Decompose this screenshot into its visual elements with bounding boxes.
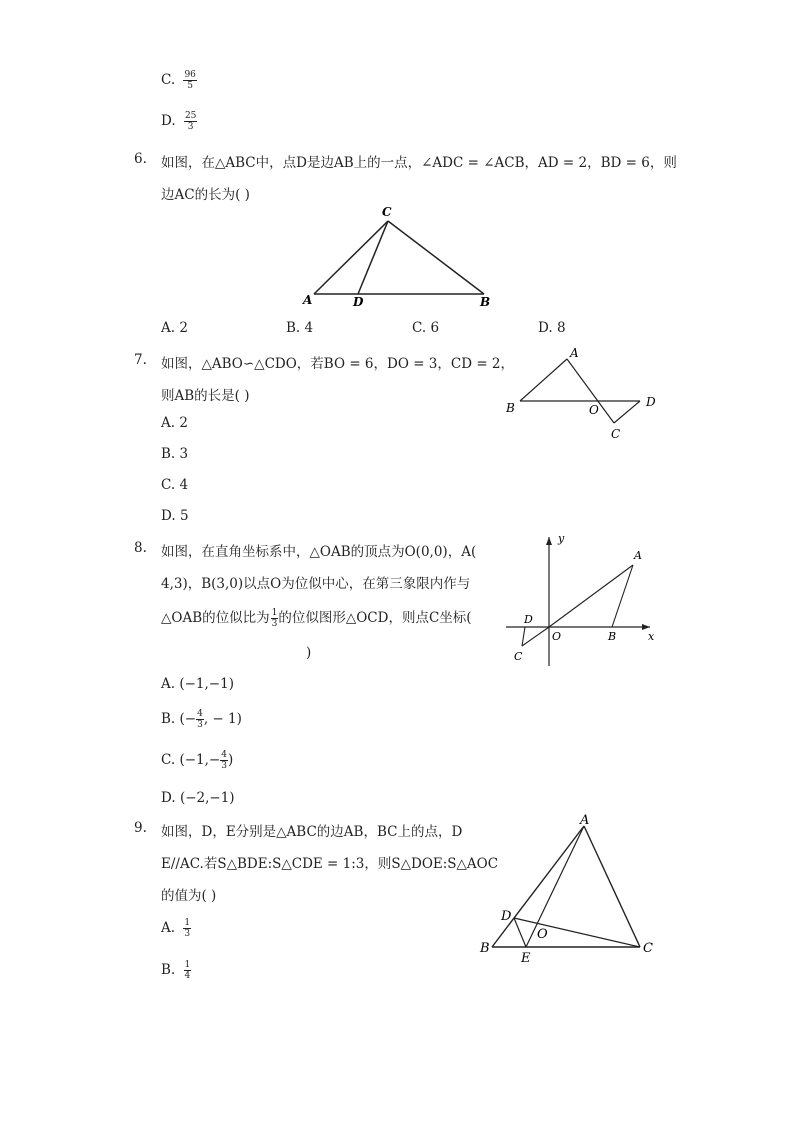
q8-coordinate-figure (498, 528, 668, 670)
q6-option-c (412, 320, 439, 336)
stem-text: △OAB的位似比为 (161, 610, 270, 626)
option-label: D. (538, 320, 553, 336)
option-text: ) (227, 752, 234, 768)
label-b: B (506, 401, 515, 415)
q8-option-c (161, 750, 233, 771)
option-label: A. (161, 676, 176, 692)
label-y: y (558, 532, 565, 545)
q8-stem-line3 (161, 606, 472, 629)
q8-stem-line1: 如图，在直角坐标系中，△OAB的顶点为O(0,0)，A( (161, 544, 477, 560)
q6-option-a (161, 320, 188, 336)
option-label: D. (161, 790, 176, 806)
fraction (184, 960, 192, 981)
q7-similar-triangles-figure (500, 343, 665, 443)
fraction-num: 96 (184, 70, 196, 80)
option-text: (−2,−1) (179, 790, 235, 806)
label-a: A (580, 813, 590, 828)
q6-triangle-figure (300, 203, 500, 311)
fraction (220, 750, 228, 771)
q9-triangle-figure (474, 808, 664, 968)
fraction (183, 70, 196, 91)
q7-option-d (161, 508, 189, 524)
label-c: C (382, 205, 392, 219)
option-label: B. (161, 446, 176, 462)
fraction-den: 3 (221, 761, 227, 771)
option-text: 2 (179, 320, 188, 336)
fraction-num: 25 (184, 111, 197, 121)
option-text: (− (179, 711, 197, 727)
option-text: (−1,− (179, 752, 221, 768)
option-label: C. (412, 320, 427, 336)
label-a: A (634, 549, 642, 562)
option-text: , − 1) (203, 711, 242, 727)
q9-stem-line1: 如图，D，E分别是△ABC的边AB，BC上的点，D (161, 824, 463, 840)
option-text: 6 (430, 320, 440, 336)
option-label: C. (161, 752, 176, 768)
q7-stem-line2: 则AB的长是( ) (161, 388, 250, 404)
fraction-den: 3 (184, 929, 191, 939)
fraction-den: 5 (187, 81, 194, 91)
label-d: D (501, 909, 512, 924)
option-label: D. (161, 113, 176, 129)
fraction-den: 3 (187, 122, 194, 132)
option-text: 2 (179, 415, 188, 431)
q9-option-a (161, 918, 191, 939)
q8-stem-line4: ) (306, 645, 312, 661)
q8-option-a (161, 676, 234, 692)
option-label: A. (161, 320, 176, 336)
q8-number: 8. (134, 540, 147, 556)
label-d: D (646, 395, 656, 409)
q9-stem-line2: E//AC.若S△BDE:S△CDE = 1:3，则S△DOE:S△AOC (161, 856, 499, 872)
q6-stem-line2: 边AC的长为( ) (161, 187, 250, 203)
fraction-num: 4 (197, 709, 203, 719)
fraction-num: 1 (271, 608, 278, 618)
q8-stem-line2: 4,3)，B(3,0)以点O为位似中心，在第三象限内作与 (161, 576, 471, 592)
option-text: 8 (556, 320, 566, 336)
fraction-den: 3 (197, 720, 203, 730)
q7-option-a (161, 415, 188, 431)
label-b: B (608, 630, 617, 643)
option-text: (−1,−1) (179, 676, 234, 692)
q8-option-b (161, 709, 242, 730)
label-d: D (524, 613, 533, 626)
option-text: 3 (179, 446, 189, 462)
option-text: 4 (179, 477, 189, 493)
q7-option-b (161, 446, 188, 462)
option-text: 5 (179, 508, 189, 524)
option-label: C. (161, 477, 176, 493)
q9-number: 9. (134, 820, 147, 836)
label-c: C (611, 427, 621, 441)
label-b: B (480, 941, 490, 956)
option-label: B. (161, 962, 176, 978)
q7-option-c (161, 477, 188, 493)
option-label: C. (161, 72, 176, 88)
stem-text: 的位似图形△OCD，则点C坐标( (278, 610, 472, 626)
q8-option-d (161, 790, 235, 806)
q6-option-b (286, 320, 313, 336)
q6-number: 6. (134, 151, 147, 167)
label-o: O (552, 630, 562, 643)
label-o: O (589, 403, 599, 417)
fraction-num: 1 (184, 918, 191, 928)
label-e: E (521, 951, 531, 966)
option-text: 4 (304, 320, 314, 336)
label-d: D (353, 295, 364, 309)
fraction-den: 3 (271, 619, 278, 629)
q5-option-d (161, 111, 197, 132)
option-label: B. (161, 711, 176, 727)
option-label: B. (286, 320, 301, 336)
fraction-num: 1 (184, 960, 191, 970)
q7-number: 7. (134, 352, 147, 368)
option-label: D. (161, 508, 176, 524)
fraction (183, 918, 191, 939)
label-c: C (643, 941, 653, 956)
label-a: A (570, 346, 579, 360)
fraction-den: 4 (184, 971, 191, 981)
label-x: x (648, 630, 655, 643)
q9-option-b (161, 960, 191, 981)
fraction-num: 4 (221, 750, 227, 760)
q5-option-c (161, 70, 197, 91)
label-o: O (537, 927, 548, 942)
label-c: C (514, 650, 523, 663)
q9-stem-line3: 的值为( ) (161, 888, 217, 904)
q6-option-d (538, 320, 566, 336)
option-label: A. (161, 415, 176, 431)
q6-stem-line1: 如图，在△ABC中，点D是边AB上的一点，∠ADC = ∠ACB，AD = 2，BD = 6，则 (161, 155, 677, 171)
q7-stem-line1: 如图，△ABO∽△CDO，若BO = 6，DO = 3，CD = 2， (161, 356, 515, 372)
label-b: B (480, 295, 491, 309)
label-a: A (303, 293, 313, 307)
option-label: A. (161, 920, 176, 936)
fraction (196, 709, 204, 730)
fraction (184, 111, 197, 132)
